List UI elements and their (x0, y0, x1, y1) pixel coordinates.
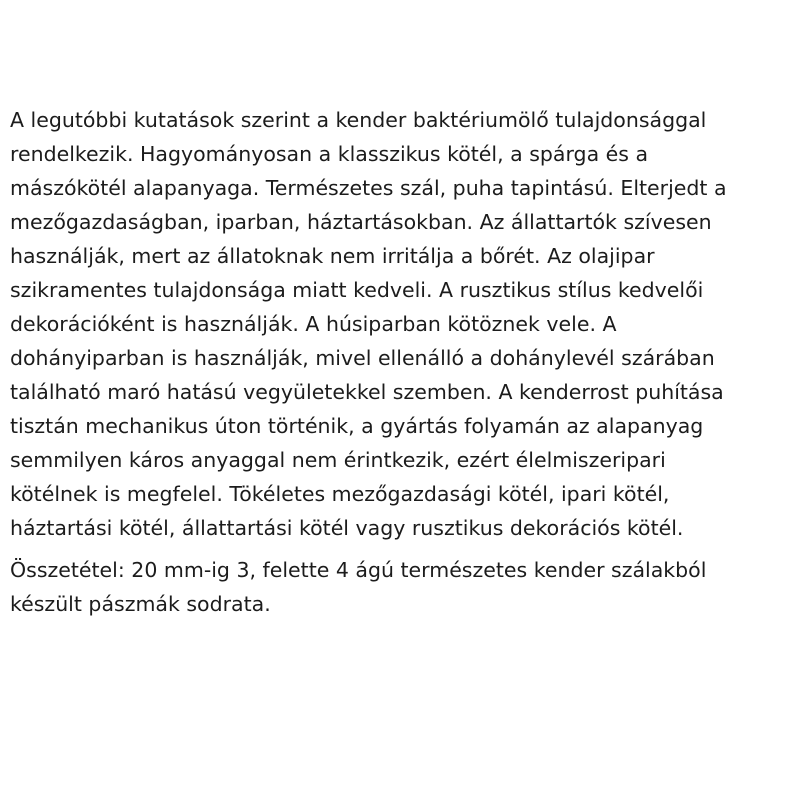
text-line: mezőgazdaságban, iparban, háztartásokban. Az állattartók szívesen (10, 210, 712, 234)
text-line: Összetétel: 20 mm-ig 3, felette 4 ágú természetes kender szálakból (10, 558, 707, 582)
text-line: dekorációként is használják. A húsiparban kötöznek vele. A (10, 312, 617, 336)
text-line: található maró hatású vegyületekkel szemben. A kenderrost puhítása (10, 380, 724, 404)
text-line: rendelkezik. Hagyományosan a klasszikus kötél, a spárga és a (10, 142, 649, 166)
text-line: mászókötél alapanyaga. Természetes szál, puha tapintású. Elterjedt a (10, 176, 727, 200)
text-line: semmilyen káros anyaggal nem érintkezik, ezért élelmiszeripari (10, 448, 666, 472)
text-line: kötélnek is megfelel. Tökéletes mezőgazdasági kötél, ipari kötél, (10, 482, 670, 506)
text-line: szikramentes tulajdonsága miatt kedveli. A rusztikus stílus kedvelői (10, 278, 704, 302)
text-line: tisztán mechanikus úton történik, a gyártás folyamán az alapanyag (10, 414, 704, 438)
text-line: dohányiparban is használják, mivel ellenálló a dohánylevél szárában (10, 346, 715, 370)
text-line: háztartási kötél, állattartási kötél vagy rusztikus dekorációs kötél. (10, 516, 684, 540)
text-line: készült pászmák sodrata. (10, 592, 271, 616)
text-line: A legutóbbi kutatások szerint a kender baktériumölő tulajdonsággal (10, 108, 707, 132)
document-body (0, 103, 800, 621)
composition-paragraph (10, 553, 790, 621)
description-paragraph (10, 103, 790, 545)
text-line: használják, mert az állatoknak nem irritálja a bőrét. Az olajipar (10, 244, 655, 268)
